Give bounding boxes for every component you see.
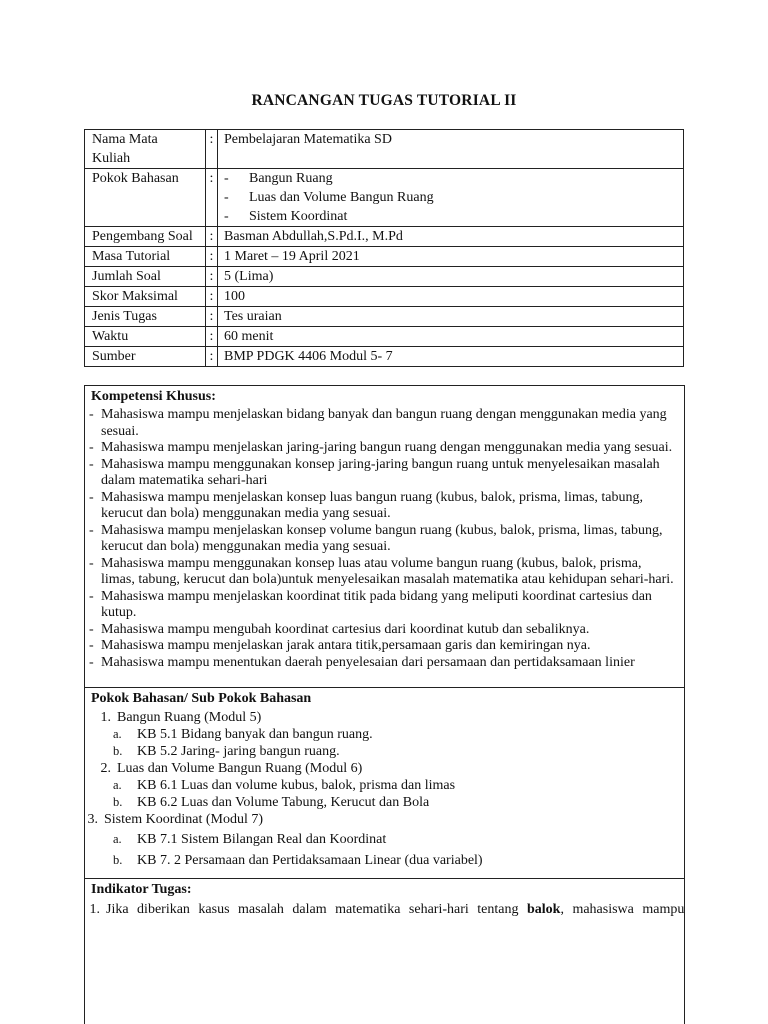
info-label: Nama Mata Kuliah [85, 130, 206, 169]
list-item [85, 638, 684, 655]
dash: - [89, 407, 94, 422]
list-item [85, 589, 684, 622]
pokok-section-title: Bangun Ruang (Modul 5) [117, 710, 262, 725]
indikator-text-post: , mahasiswa mampu [560, 902, 685, 917]
info-colon: : [206, 169, 218, 227]
info-colon: : [206, 247, 218, 267]
info-label: Pokok Bahasan [85, 169, 206, 227]
dash: - [224, 190, 229, 205]
dash: - [224, 171, 229, 186]
dash: - [89, 456, 94, 472]
info-value: Basman Abdullah,S.Pd.I., M.Pd [218, 227, 684, 247]
dash: - [89, 489, 94, 505]
info-row-sumber [85, 347, 684, 367]
pokok-sub-item [85, 852, 684, 869]
pokok-item [224, 169, 677, 188]
dash: - [224, 209, 229, 224]
list-item-text: Mahasiswa mampu menjelaskan koordinat titik pada bidang yang meliputi koordinat cartesius dan kutup. [101, 588, 652, 620]
pokok-sub-text: KB 5.2 Jaring- jaring bangun ruang. [137, 744, 340, 759]
info-value: 1 Maret – 19 April 2021 [218, 247, 684, 267]
list-item [85, 523, 684, 556]
item-letter: a. [113, 727, 122, 741]
pokok-sub-item [85, 794, 684, 811]
info-colon: : [206, 327, 218, 347]
info-colon: : [206, 267, 218, 287]
document-title: RANCANGAN TUGAS TUTORIAL II [251, 92, 517, 109]
info-row-jenis-tugas [85, 307, 684, 327]
item-letter: a. [113, 832, 122, 846]
info-colon: : [206, 307, 218, 327]
kompetensi-heading: Kompetensi Khusus: [91, 389, 216, 404]
indikator-heading: Indikator Tugas: [91, 882, 192, 897]
info-row-pokok-bahasan [85, 169, 684, 227]
dash: - [89, 555, 94, 571]
kompetensi-section [84, 385, 685, 688]
info-value: 60 menit [218, 327, 684, 347]
item-number: 1. [89, 902, 100, 917]
info-row-pengembang-soal [85, 227, 684, 247]
list-item-text: Mahasiswa mampu menjelaskan bidang banyak dan bangun ruang dengan menggunakan media yang sesuai. [101, 407, 667, 439]
info-value: BMP PDGK 4406 Modul 5- 7 [218, 347, 684, 367]
pokok-item-text: Luas dan Volume Bangun Ruang [249, 190, 434, 205]
info-colon: : [206, 347, 218, 367]
info-label: Pengembang Soal [85, 227, 206, 247]
item-letter: b. [113, 744, 123, 758]
pokok-sub-text: KB 5.1 Bidang banyak dan bangun ruang. [137, 727, 373, 742]
info-colon: : [206, 287, 218, 307]
pokok-bahasan-section [84, 687, 685, 879]
list-item [85, 556, 684, 589]
info-row-skor-maksimal [85, 287, 684, 307]
info-label: Jumlah Soal [85, 267, 206, 287]
item-number: 1. [100, 710, 111, 725]
pokok-section-title: Luas dan Volume Bangun Ruang (Modul 6) [117, 761, 363, 776]
pokok-sub-text: KB 7.1 Sistem Bilangan Real dan Koordinat [137, 832, 387, 847]
pokok-item [224, 207, 677, 226]
info-label: Jenis Tugas [85, 307, 206, 327]
info-value: 5 (Lima) [218, 267, 684, 287]
item-letter: b. [113, 853, 123, 867]
indikator-item [76, 898, 684, 918]
info-value: 100 [218, 287, 684, 307]
list-item-text: Mahasiswa mampu menjelaskan jarak antara titik,persamaan garis dan kemiringan nya. [101, 638, 591, 653]
dash: - [89, 440, 94, 455]
info-label: Masa Tutorial [85, 247, 206, 267]
pokok-item-text: Bangun Ruang [249, 171, 333, 186]
list-item [85, 440, 684, 457]
pokok-heading: Pokok Bahasan/ Sub Pokok Bahasan [91, 691, 312, 706]
pokok-sub-text: KB 6.1 Luas dan volume kubus, balok, prisma dan limas [137, 778, 456, 793]
dash: - [89, 588, 94, 604]
list-item-text: Mahasiswa mampu menjelaskan konsep volume bangun ruang (kubus, balok, prisma, limas, tabung, kerucut dan bola) menggunakan media yang sesuai. [101, 522, 663, 554]
info-colon: : [206, 130, 218, 169]
dash: - [89, 621, 94, 637]
list-item [85, 407, 684, 440]
list-item [85, 457, 684, 490]
indikator-text-pre: Jika diberikan kasus masalah dalam matematika sehari-hari tentang [106, 902, 519, 917]
list-item-text: Mahasiswa mampu menentukan daerah penyelesaian dari persamaan dan pertidaksamaan linier [101, 654, 635, 670]
pokok-section-item [89, 760, 684, 777]
info-row-waktu [85, 327, 684, 347]
pokok-section-item [89, 709, 684, 726]
pokok-section-title: Sistem Koordinat (Modul 7) [104, 812, 264, 827]
list-item-text: Mahasiswa mampu menggunakan konsep luas atau volume bangun ruang (kubus, balok, prisma, limas, tabung, kerucut dan bola)untuk menyelesaikan masalah matematika atau kehidupan sehari-hari. [101, 555, 674, 587]
info-row-nama-mata-kuliah [85, 130, 684, 169]
pokok-sub-item [85, 743, 684, 760]
info-colon: : [206, 227, 218, 247]
list-item [85, 490, 684, 523]
dash: - [89, 638, 94, 653]
info-value: Pembelajaran Matematika SD [218, 130, 684, 169]
info-row-masa-tutorial [85, 247, 684, 267]
pokok-item [224, 188, 677, 207]
info-label: Waktu [85, 327, 206, 347]
pokok-sub-item [85, 726, 684, 743]
info-label: Sumber [85, 347, 206, 367]
item-letter: a. [113, 778, 122, 792]
info-value: Tes uraian [218, 307, 684, 327]
dash: - [89, 522, 94, 538]
indikator-text-bold: balok [526, 902, 561, 917]
pokok-item-text: Sistem Koordinat [249, 209, 348, 224]
list-item-text: Mahasiswa mampu menjelaskan konsep luas bangun ruang (kubus, balok, prisma, limas, tabung, kerucut dan bola) menggunakan media yang sesuai. [101, 489, 644, 521]
info-label: Skor Maksimal [85, 287, 206, 307]
pokok-sub-item [85, 831, 684, 848]
info-table [84, 129, 684, 367]
pokok-list [85, 709, 684, 869]
info-value-list [218, 169, 684, 227]
indikator-item-text [106, 901, 684, 918]
list-item [85, 655, 684, 672]
list-item [85, 622, 684, 639]
indikator-section [84, 878, 685, 1024]
pokok-sub-text: KB 6.2 Luas dan Volume Tabung, Kerucut dan Bola [137, 795, 430, 810]
list-item-text: Mahasiswa mampu menjelaskan jaring-jaring bangun ruang dengan menggunakan media yang sesuai. [101, 440, 673, 455]
pokok-sub-text: KB 7. 2 Persamaan dan Pertidaksamaan Linear (dua variabel) [137, 853, 483, 868]
item-number: 2. [100, 761, 111, 776]
dash: - [89, 654, 94, 670]
pokok-section-item [76, 811, 684, 828]
item-number: 3. [87, 812, 98, 827]
kompetensi-list [85, 407, 684, 671]
list-item-text: Mahasiswa mampu menggunakan konsep jaring-jaring bangun ruang untuk menyelesaikan masalah dalam matematika sehari-hari [101, 456, 660, 488]
item-letter: b. [113, 795, 123, 809]
info-row-jumlah-soal [85, 267, 684, 287]
pokok-sub-item [85, 777, 684, 794]
list-item-text: Mahasiswa mampu mengubah koordinat cartesius dari koordinat kutub dan sebaliknya. [101, 621, 590, 637]
